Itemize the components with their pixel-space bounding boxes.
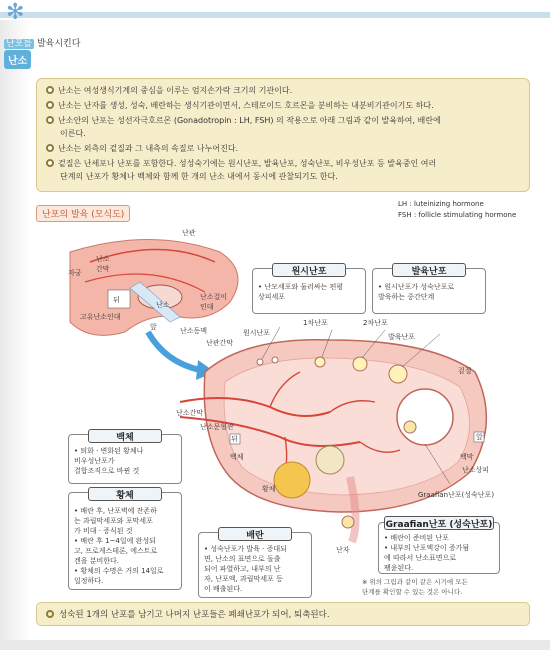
intro-bullet-3: 난소안의 난포는 성선자극호르몬 (Gonadotropin : LH, FSH) 의 작용으로 아래 그림과 같이 발육하여, 배란에 [46, 115, 441, 127]
figure-note: ※ 위의 그림과 같이 같은 시기에 모든 단계를 확인할 수 있는 것은 아니다. [362, 578, 468, 596]
bullet-icon [46, 144, 54, 152]
label-tunica-albuginea: 백막 [460, 453, 474, 461]
figure-title: 난포의 발육 (모식도) [36, 205, 130, 222]
label-back-1: 뒤 [113, 296, 120, 304]
bullet-icon [46, 116, 54, 124]
page-title: 난소 [4, 50, 31, 69]
graafian-follicle [397, 389, 453, 445]
card-albicans-body: • 퇴화 · 변화된 황체나 비우성난포가 결합조직으로 바뀐 것 [74, 447, 144, 475]
primordial-follicle [257, 359, 263, 365]
breadcrumb-text: 발육시킨다 [34, 39, 81, 49]
card-primordial-title: 원시난포 [272, 263, 346, 277]
intro-bullet-2: 난소는 난자를 생성, 성숙, 배란하는 생식기관이면서, 스테로이드 호르몬을 분비하는 내분비기관이기도 하다. [46, 100, 434, 112]
label-corpus-luteum: 황체 [262, 485, 276, 493]
zoom-arrow [148, 332, 200, 370]
corpus-albicans [316, 446, 344, 474]
label-oviduct: 난관 [182, 229, 196, 237]
label-graafian: Graafian난포(성숙난포) [418, 491, 495, 499]
label-uterus: 자궁 [68, 269, 82, 277]
card-growing-title: 발육난포 [392, 263, 466, 277]
intro-bullet-1: 난소는 여성생식기계의 중심을 이루는 엄지손가락 크기의 기관이다. [46, 85, 292, 97]
intro-bullet-5-cont: 단계의 난포가 황체나 백체와 함께 한 개의 난소 내에서 동시에 관찰되기도 한다. [60, 172, 338, 181]
legend-fsh: FSH : follicle stimulating hormone [398, 211, 517, 219]
oocyte [404, 421, 416, 433]
primary-follicle [315, 357, 325, 367]
card-graafian-body: • 배란이 준비된 난포 • 내부의 난포액강이 증가됨 에 따라서 난소표면으로 팽윤된다. [384, 534, 470, 572]
bullet-icon [46, 159, 54, 167]
label-surface-epithelium: 난소상피 [462, 466, 490, 474]
bullet-icon [46, 101, 54, 109]
label-front-1: 앞 [150, 323, 157, 331]
bullet-icon [46, 86, 54, 94]
primordial-follicle [272, 357, 278, 363]
label-mesovarium-2: 난소간막 [176, 409, 204, 417]
page-fold-shadow [0, 20, 30, 650]
intro-bullet-5: 겉질은 난세포나 난포를 포함한다. 성성숙기에는 원시난포, 발육난포, 성숙난포, 비우성난포 등 발육중인 여러 [46, 158, 436, 170]
top-rule [0, 12, 550, 18]
ovum [342, 516, 354, 528]
card-luteum-body: • 배란 후, 난포벽에 잔존하 는 과립막세포와 포막세포 가 비대 · 증식된 것 • 배란 후 1~4일에 완성되 고, 프로게스테론, 에스트로 겐을 분비한다. • 황체의 수명은 거의 14일로 일정하다. [74, 507, 164, 585]
label-hilum-vessels: 난소문혈관 [200, 423, 234, 431]
intro-bullet-4: 난소는 외측의 겉질과 그 내측의 속질로 나누어진다. [46, 143, 238, 155]
intro-bullet-3-cont: 이른다. [60, 129, 86, 138]
label-ovum: 난자 [336, 546, 350, 554]
label-ovarian-artery: 난소동맥 [180, 327, 208, 335]
card-growing-body: • 원시난포가 성숙난포로 발육하는 중간단계 [378, 283, 455, 301]
label-suspensory-ligament: 난소걸이 인대 [200, 293, 228, 311]
label-primary-follicle: 1차난포 [303, 319, 328, 327]
legend-lh: LH : luteinizing hormone [398, 200, 484, 208]
label-ovary: 난소 [156, 301, 170, 309]
bullet-icon [46, 610, 54, 618]
summary-text: 성숙된 1개의 난포를 남기고 나머지 난포들은 폐쇄난포가 되어, 퇴축된다. [46, 608, 330, 620]
card-graafian-title: Graafian난포 (성숙난포) [384, 516, 494, 530]
page-bottom-bar [0, 640, 550, 650]
label-cortex: 겉질 [458, 367, 472, 375]
label-front-2: 앞 [476, 433, 483, 441]
breadcrumb-highlight: 난포를 [6, 39, 33, 49]
asterisk-icon: ✻ [6, 0, 25, 25]
corpus-luteum [274, 462, 310, 498]
label-mesosalpinx: 난관간막 [206, 339, 234, 347]
label-mesovarium: 난소 간막 [96, 255, 110, 273]
secondary-follicle [353, 357, 367, 371]
card-ovulation-body: • 성숙난포가 발육 · 증대되 면, 난소의 표면으로 돌출 되어 파열하고, 내부의 난 자, 난포액, 과립막세포 등 이 배출된다. [204, 545, 287, 593]
card-ovulation-title: 배란 [218, 527, 292, 541]
label-corpus-albicans: 백체 [230, 453, 244, 461]
label-back-2: 뒤 [231, 435, 238, 443]
label-growing-follicle: 발육난포 [388, 333, 416, 341]
growing-follicle [389, 365, 407, 383]
card-albicans-title: 백체 [88, 429, 162, 443]
label-primordial-follicle: 원시난포 [243, 329, 271, 337]
label-secondary-follicle: 2차난포 [363, 319, 388, 327]
label-ovarian-ligament: 고유난소인대 [80, 313, 121, 321]
card-luteum-title: 황체 [88, 487, 162, 501]
breadcrumb [4, 36, 80, 49]
card-primordial-body: • 난모세포와 둘러싸는 편평 상피세포 [258, 283, 344, 301]
